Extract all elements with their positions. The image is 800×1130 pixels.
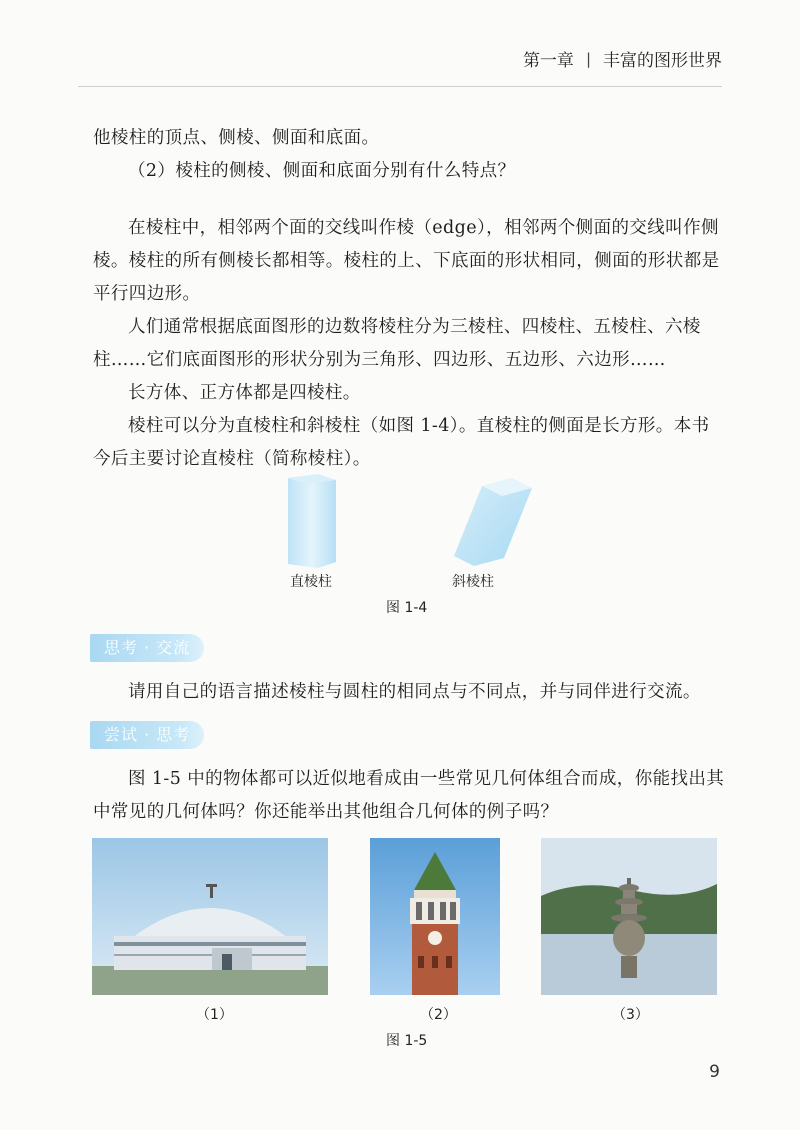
photo-tower xyxy=(370,838,500,995)
figure-1-5-caption: 图 1-5 xyxy=(386,1033,428,1049)
paragraph-1: 他棱柱的顶点、侧棱、侧面和底面。 xyxy=(93,128,380,148)
photo-yurt xyxy=(92,838,328,995)
paragraph-4: 人们通常根据底面图形的边数将棱柱分为三棱柱、四棱柱、五棱柱、六棱柱……它们底面图形的形状分别为三角形、四边形、五边形、六边形…… xyxy=(93,317,701,370)
figure-1-5-label-3: （3） xyxy=(612,1007,649,1023)
photo-stone-pagoda xyxy=(541,838,717,995)
think-discuss-badge: 思考 · 交流 xyxy=(90,634,204,662)
header-divider xyxy=(78,86,722,87)
try-think-text: 图 1-5 中的物体都可以近似地看成由一些常见几何体组合而成，你能找出其中常见的几何体吗？你还能举出其他组合几何体的例子吗？ xyxy=(93,769,725,822)
figure-1-5-label-2: （2） xyxy=(420,1007,457,1023)
stone-pagoda-illustration xyxy=(541,838,717,995)
yurt-illustration xyxy=(92,838,328,995)
figure-1-4-caption: 图 1-4 xyxy=(386,600,428,616)
try-think-badge: 尝试 · 思考 xyxy=(90,721,204,749)
chapter-label: 第一章 xyxy=(522,51,574,71)
figure-1-4-prisms xyxy=(270,470,560,580)
figure-1-5-label-1: （1） xyxy=(196,1007,233,1023)
tower-illustration xyxy=(370,838,500,995)
paragraph-6: 棱柱可以分为直棱柱和斜棱柱（如图 1-4）。直棱柱的侧面是长方形。本书今后主要讨论直棱柱（简称棱柱）。 xyxy=(93,416,710,469)
think-discuss-block xyxy=(93,676,725,709)
page-number: 9 xyxy=(709,1062,720,1082)
right-prism-shape xyxy=(288,474,336,568)
paragraph-continued xyxy=(93,122,725,188)
running-header xyxy=(523,46,722,71)
label-right-prism: 直棱柱 xyxy=(290,574,332,590)
oblique-prism-shape xyxy=(454,478,532,566)
try-think-block xyxy=(93,763,725,829)
paragraph-3: 在棱柱中，相邻两个面的交线叫作棱（edge），相邻两个侧面的交线叫作侧棱。棱柱的所有侧棱长都相等。棱柱的上、下底面的形状相同，侧面的形状都是平行四边形。 xyxy=(93,218,720,304)
paragraph-5: 长方体、正方体都是四棱柱。 xyxy=(128,383,361,403)
definition-block xyxy=(93,212,725,476)
header-separator: | xyxy=(585,49,591,68)
think-discuss-text: 请用自己的语言描述棱柱与圆柱的相同点与不同点，并与同伴进行交流。 xyxy=(128,682,701,702)
paragraph-2: （2）棱柱的侧棱、侧面和底面分别有什么特点？ xyxy=(128,161,516,181)
chapter-title: 丰富的图形世界 xyxy=(603,51,722,71)
label-oblique-prism: 斜棱柱 xyxy=(452,574,494,590)
